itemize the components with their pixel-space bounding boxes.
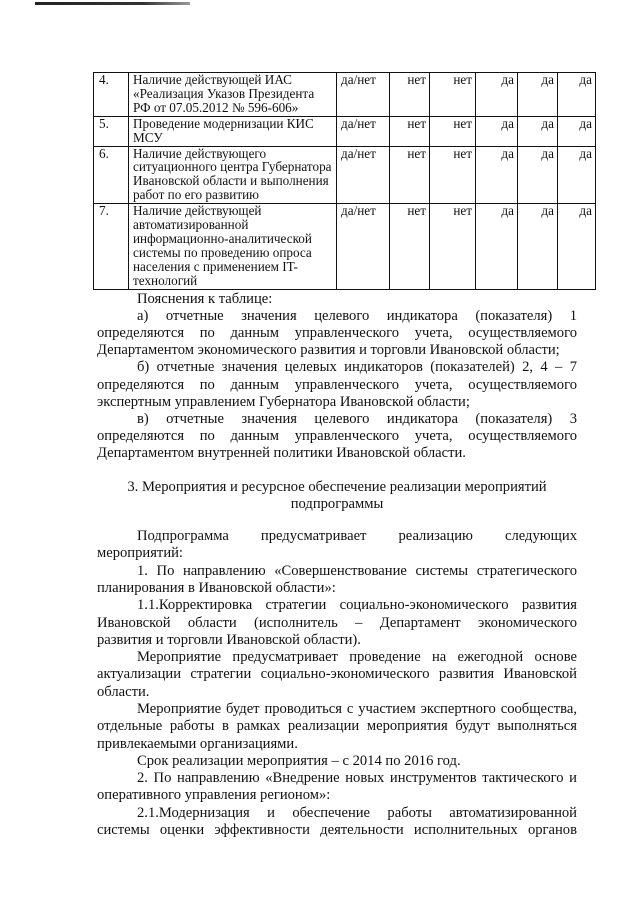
- text-line: экспертным управлением Губернатора Ивановской области;: [97, 393, 470, 410]
- text-line: Департаментом внутренней политики Ивановской области.: [97, 445, 466, 462]
- text-line: 2. По направлению «Внедрение новых инструментов тактического и: [137, 770, 577, 787]
- value-cell: нет: [390, 116, 430, 146]
- paragraph: [97, 770, 577, 805]
- paragraph: [97, 649, 577, 701]
- value-cell: да: [518, 116, 558, 146]
- value-cell: нет: [430, 204, 476, 289]
- paragraph: [97, 528, 577, 563]
- value-cell: да: [476, 73, 518, 117]
- unit-cell: да/нет: [337, 73, 390, 117]
- text-line: Ивановской области (исполнитель – Департамент экономического: [97, 614, 577, 631]
- text-line: 1.1.Корректировка стратегии социально-экономического развития: [137, 597, 577, 614]
- text-line: актуализации стратегии социально-экономического развития Ивановской: [97, 666, 577, 683]
- section-body: [97, 528, 577, 839]
- value-cell: да: [518, 204, 558, 289]
- text-line: 2.1.Модернизация и обеспечение работы автоматизированной: [137, 804, 577, 821]
- unit-cell: да/нет: [337, 146, 390, 204]
- value-cell: да: [558, 146, 596, 204]
- text-line: привлекаемыми организациями.: [97, 735, 298, 752]
- table-row: [94, 146, 596, 204]
- text-line: оперативного управления регионом»:: [97, 787, 331, 804]
- text-line: Срок реализации мероприятия – с 2014 по 2016 год.: [137, 752, 461, 769]
- table-row: [94, 116, 596, 146]
- value-cell: нет: [430, 73, 476, 117]
- value-cell: да: [558, 204, 596, 289]
- indicator-name: Наличие действующего ситуационного центра Губернатора Ивановской области и выполнения работ по его развитию: [129, 146, 337, 204]
- indicator-name: Проведение модернизации КИС МСУ: [129, 116, 337, 146]
- value-cell: да: [558, 116, 596, 146]
- value-cell: да: [476, 204, 518, 289]
- text-line: а) отчетные значения целевого индикатора (показателя) 1: [137, 307, 577, 324]
- value-cell: да: [518, 73, 558, 117]
- text-line: планирования в Ивановской области»:: [97, 579, 336, 596]
- text-line: в) отчетные значения целевого индикатора (показателя) 3: [137, 411, 577, 428]
- paragraph: [97, 753, 577, 770]
- value-cell: да: [518, 146, 558, 204]
- indicator-name: Наличие действующей ИАС «Реализация Указов Президента РФ от 07.05.2012 № 596-606»: [129, 73, 337, 117]
- text-line: развития и торговли Ивановской области).: [97, 631, 361, 648]
- text-line: отдельные работы в рамках реализации мероприятия будут выполняться: [97, 718, 577, 735]
- paragraph: [97, 805, 577, 840]
- indicators-table: [93, 72, 596, 290]
- value-cell: нет: [390, 146, 430, 204]
- page-content: [0, 72, 640, 839]
- text-line: б) отчетные значения целевых индикаторов (показателей) 2, 4 – 7: [137, 359, 577, 376]
- section-heading: [97, 479, 577, 513]
- value-cell: нет: [390, 73, 430, 117]
- value-cell: да: [558, 73, 596, 117]
- unit-cell: да/нет: [337, 204, 390, 289]
- table-notes: [97, 291, 577, 463]
- table-row: [94, 204, 596, 289]
- table-row: [94, 73, 596, 117]
- section-heading-line: подпрограммы: [290, 495, 384, 512]
- paragraph: [97, 563, 577, 598]
- paragraph: [97, 701, 577, 753]
- text-line: области.: [97, 683, 150, 700]
- text-line: мероприятий:: [97, 545, 183, 562]
- text-line: Мероприятие будет проводиться с участием экспертного сообщества,: [137, 701, 577, 717]
- text-line: Департаментом экономического развития и торговли Ивановской области;: [97, 342, 560, 359]
- text-line: Мероприятие предусматривает проведение на ежегодной основе: [137, 649, 577, 666]
- value-cell: нет: [390, 204, 430, 289]
- value-cell: да: [476, 116, 518, 146]
- unit-cell: да/нет: [337, 116, 390, 146]
- text-line: 1. По направлению «Совершенствование системы стратегического: [137, 562, 577, 579]
- value-cell: нет: [430, 116, 476, 146]
- text-line: определяются по данным управленческого учета, осуществляемого: [97, 325, 577, 341]
- notes-title: Пояснения к таблице:: [137, 290, 273, 307]
- value-cell: нет: [430, 146, 476, 204]
- row-number: 7.: [94, 204, 129, 289]
- row-number: 4.: [94, 73, 129, 117]
- section-heading-line: 3. Мероприятия и ресурсное обеспечение реализации мероприятий: [127, 478, 547, 495]
- row-number: 6.: [94, 146, 129, 204]
- value-cell: да: [476, 146, 518, 204]
- paragraph: [97, 597, 577, 649]
- text-line: системы оценки эффективности деятельности исполнительных органов: [97, 822, 577, 839]
- text-line: определяются по данным управленческого учета, осуществляемого: [97, 376, 577, 393]
- scan-edge-mark: [35, 2, 190, 5]
- text-line: Подпрограмма предусматривает реализацию следующих: [137, 528, 577, 545]
- row-number: 5.: [94, 116, 129, 146]
- text-line: определяются по данным управленческого учета, осуществляемого: [97, 428, 577, 445]
- indicator-name: Наличие действующей автоматизированной информационно-аналитической системы по проведению опроса населения с применением IT-технологий: [129, 204, 337, 289]
